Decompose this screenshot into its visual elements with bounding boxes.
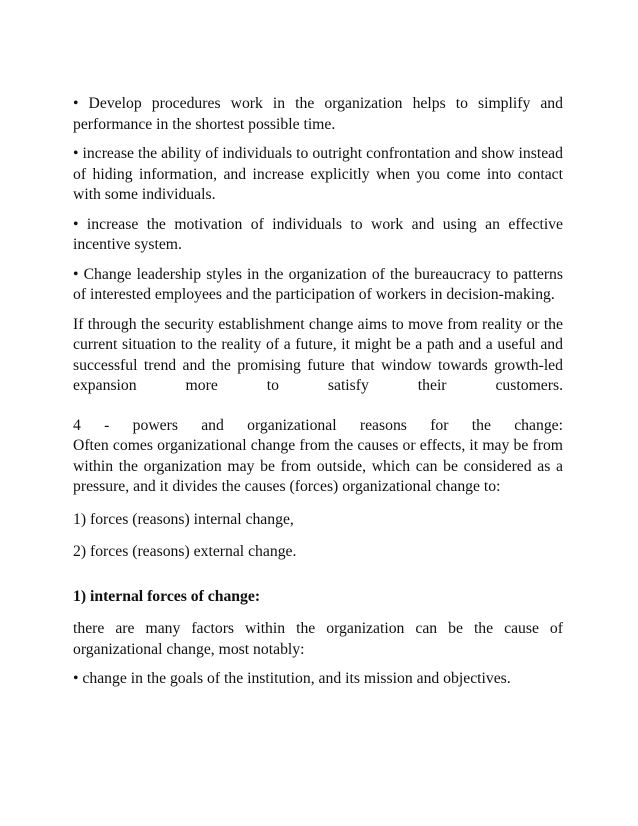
bullet-increase-ability: • increase the ability of individuals to outright confrontation and show instead of hiding information, and increase explicitly when you come into contact with some individuals.	[73, 145, 563, 203]
bullet-change-leadership: • Change leadership styles in the organization of the bureaucracy to patterns of interested employees and the participation of workers in decision-making.	[73, 265, 563, 303]
bullet-increase-motivation: • increase the motivation of individuals to work and using an effective incentive system.	[73, 215, 563, 253]
section-4-heading: 4 - powers and organizational reasons for the change:	[73, 416, 563, 434]
paragraph-future-change: If through the security establishment change aims to move from reality or the current situation to the reality of a future, it might be a path and a useful and successful trend and the promising future that window towards growth-led expansion more to satisfy their customers.	[73, 315, 563, 394]
list-item-internal: 1) forces (reasons) internal change,	[73, 510, 294, 528]
internal-forces-intro: there are many factors within the organization can be the cause of organizational change, most notably:	[73, 620, 563, 658]
internal-forces-heading: 1) internal forces of change:	[73, 587, 261, 605]
bullet-develop-procedures: • Develop procedures work in the organization helps to simplify and performance in the shortest possible time.	[73, 95, 563, 133]
section-4-body: Often comes organizational change from the causes or effects, it may be from within the organization may be from outside, which can be considered as a pressure, and it divides the causes (forces) organizational change to:	[73, 437, 563, 495]
document-page	[73, 94, 563, 690]
list-item-external: 2) forces (reasons) external change.	[73, 543, 297, 560]
bullet-change-goals: • change in the goals of the institution, and its mission and objectives.	[73, 670, 511, 687]
